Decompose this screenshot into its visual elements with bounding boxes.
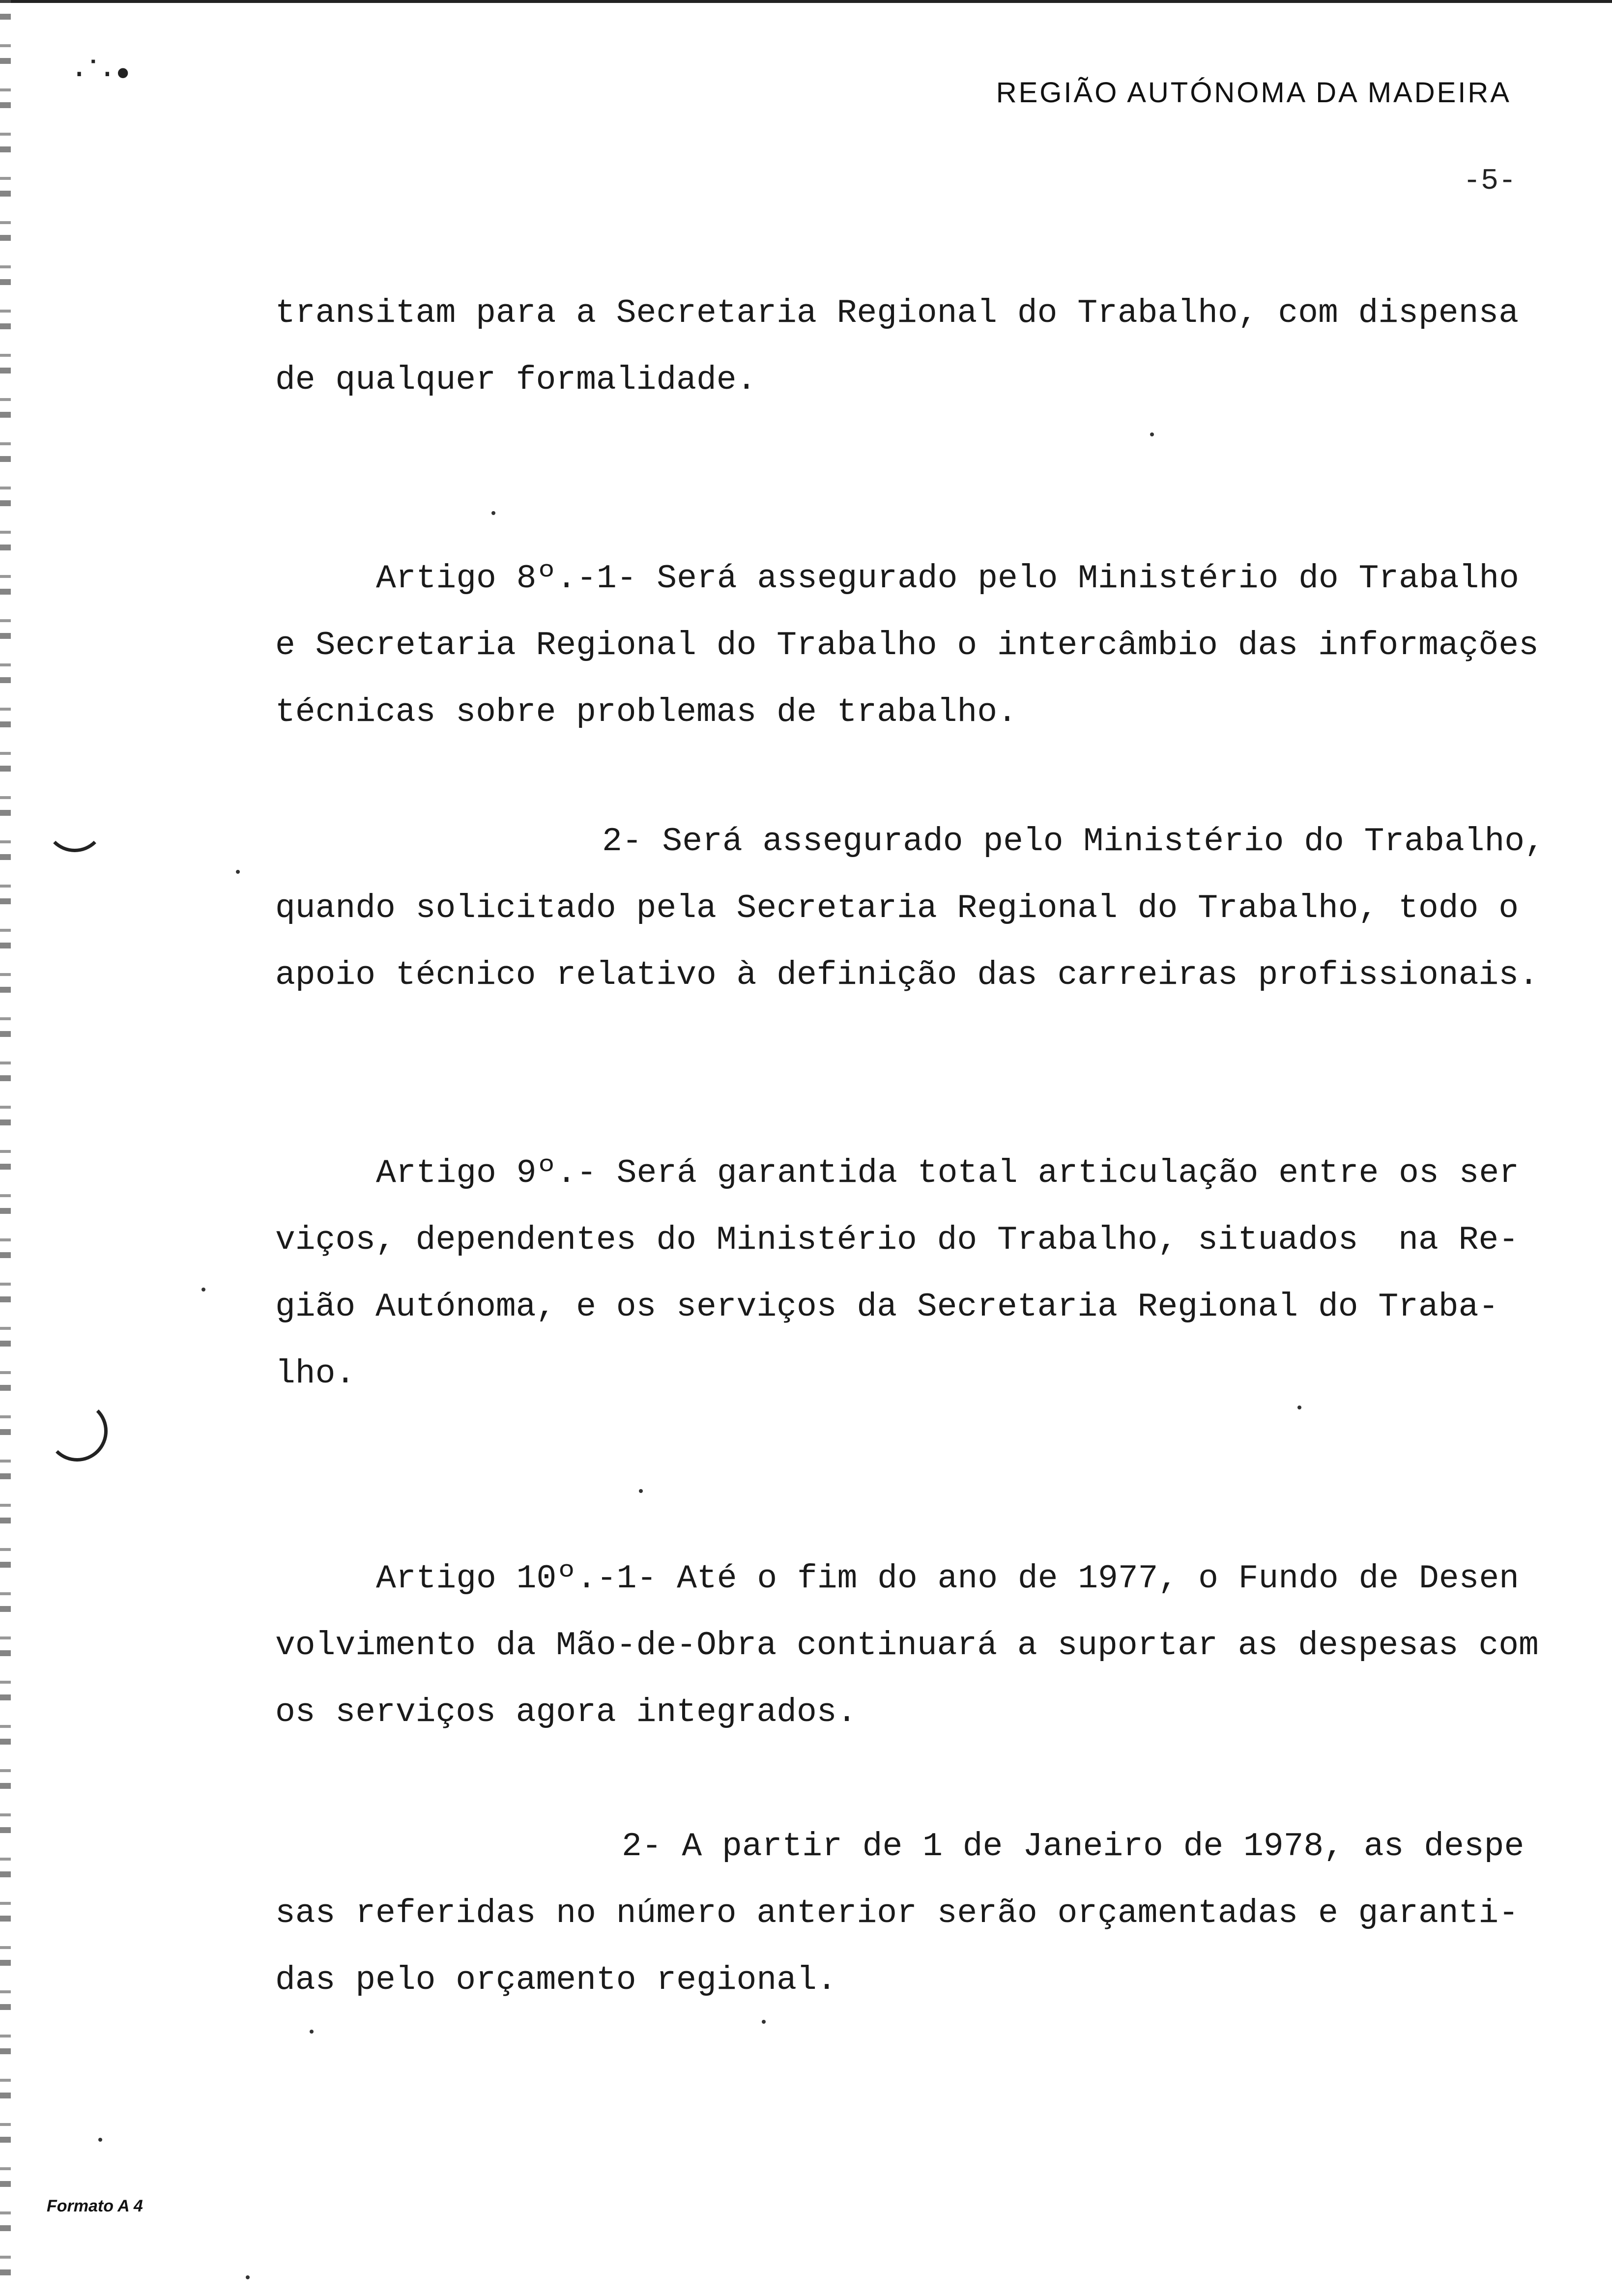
scan-speck: [1297, 1406, 1301, 1409]
page-header-title: REGIÃO AUTÓNOMA DA MADEIRA: [996, 77, 1511, 109]
scan-speck: [246, 2275, 250, 2279]
paper-format-label: Formato A 4: [47, 2197, 143, 2215]
text-line: Artigo 10º.-1- Até o fim do ano de 1977, o Fundo de Desen: [376, 1560, 1519, 1598]
text-line: 2- A partir de 1 de Janeiro de 1978, as despe: [622, 1828, 1525, 1866]
scan-speck: [98, 2138, 102, 2142]
text-line: das pelo orçamento regional.: [275, 1961, 837, 1999]
scan-speck: [639, 1489, 643, 1493]
top-border-rule: [0, 0, 1612, 3]
text-line: Artigo 8º.-1- Será assegurado pelo Ministério do Trabalho: [376, 560, 1519, 598]
paragraph-continuation: [275, 280, 1533, 414]
binder-hole-mark: [47, 1401, 108, 1462]
text-line: os serviços agora integrados.: [275, 1693, 857, 1731]
text-line: viços, dependentes do Ministério do Trabalho, situados na Re-: [275, 1221, 1519, 1259]
text-line: gião Autónoma, e os serviços da Secretaria Regional do Traba-: [275, 1288, 1499, 1326]
article-8-item-1: [275, 545, 1539, 746]
article-10-item-2: [275, 1813, 1533, 2014]
scan-speck: [236, 870, 240, 874]
text-line: Artigo 9º.- Será garantida total articulação entre os ser: [376, 1154, 1519, 1192]
text-line: volvimento da Mão-de-Obra continuará a suportar as despesas com: [275, 1627, 1539, 1665]
text-line: técnicas sobre problemas de trabalho.: [275, 693, 1017, 731]
scan-speck: [310, 2030, 314, 2034]
article-8-item-2: [275, 808, 1545, 1009]
text-line: sas referidas no número anterior serão orçamentadas e garanti-: [275, 1894, 1519, 1932]
text-line: transitam para a Secretaria Regional do Trabalho, com dispensa: [275, 294, 1519, 332]
text-line: de qualquer formalidade.: [275, 361, 757, 399]
scan-speck: [1150, 432, 1154, 436]
scan-speck: [762, 2020, 766, 2024]
binder-hole-mark: [44, 791, 105, 852]
page-number: -5-: [1463, 165, 1516, 198]
scan-speck: [202, 1288, 205, 1292]
text-line: apoio técnico relativo à definição das carreiras profissionais.: [275, 956, 1539, 994]
article-10-item-1: [275, 1546, 1539, 1746]
text-line: quando solicitado pela Secretaria Regional do Trabalho, todo o: [275, 890, 1519, 927]
scan-left-edge: [0, 0, 11, 2296]
corner-scan-mark: ·˙·•: [74, 54, 133, 94]
scan-speck: [491, 511, 495, 515]
text-line: e Secretaria Regional do Trabalho o intercâmbio das informações: [275, 627, 1539, 664]
text-line: 2- Será assegurado pelo Ministério do Trabalho,: [602, 823, 1545, 861]
article-9: [275, 1140, 1533, 1407]
text-line: lho.: [275, 1355, 356, 1393]
